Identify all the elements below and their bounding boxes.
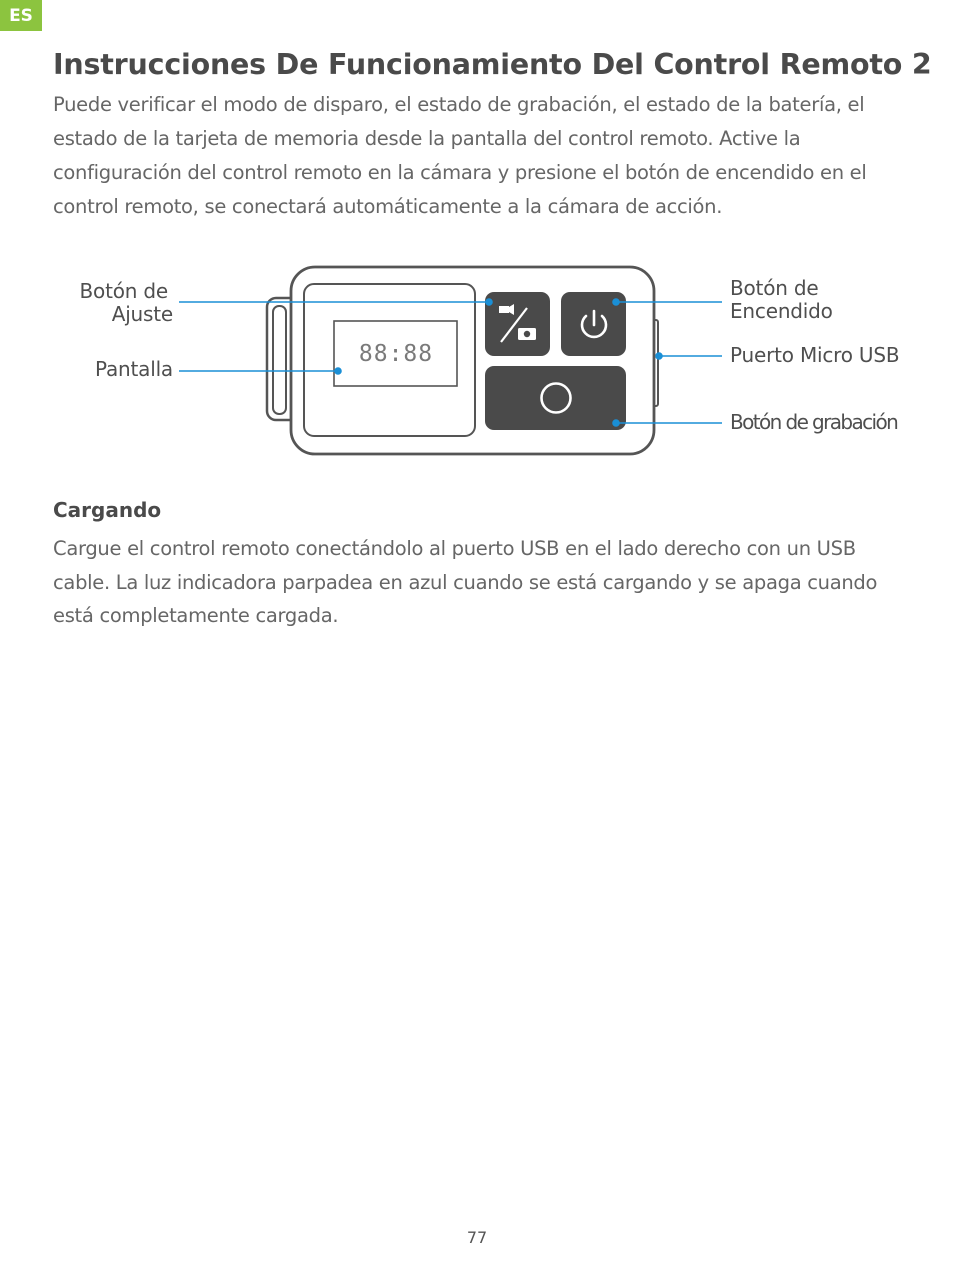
label-power-button <box>730 277 833 323</box>
label-power-line2: Encendido <box>730 299 833 323</box>
label-power-line1: Botón de <box>730 276 819 300</box>
charging-heading: Cargando <box>53 498 162 522</box>
label-record-button: Botón de grabación <box>730 410 898 434</box>
intro-paragraph: Puede verificar el modo de disparo, el estado de grabación, el estado de la batería, el estado de la tarjeta de memoria desde la pantalla del control remoto. Active la configuración del control remoto en la cámara y presione el botón de encendido en el control remoto, se conectará automáticamente a la cámara de acción. <box>53 93 867 218</box>
label-settings-line2: Ajuste <box>111 302 173 326</box>
label-settings-button <box>40 280 168 303</box>
label-settings-line1: Botón de <box>79 279 168 303</box>
settings-button <box>485 292 550 356</box>
charging-paragraph: Cargue el control remoto conectándolo al puerto USB en el lado derecho con un USB cable. La luz indicadora parpadea en azul cuando se está cargando y se apaga cuando está completamente cargada. <box>53 537 878 627</box>
strap-loop-inner <box>273 306 286 414</box>
label-usb-port: Puerto Micro USB <box>730 343 900 367</box>
language-badge: ES <box>0 0 42 31</box>
page-number: 77 <box>466 1228 488 1247</box>
label-display: Pantalla <box>95 357 173 381</box>
remote-control-diagram <box>0 250 954 480</box>
page-title: Instrucciones De Funcionamiento Del Control Remoto 2 <box>53 48 932 81</box>
label-settings-button-2 <box>40 303 173 326</box>
record-button <box>485 366 626 430</box>
screen-digits: 88:88 <box>358 341 434 367</box>
